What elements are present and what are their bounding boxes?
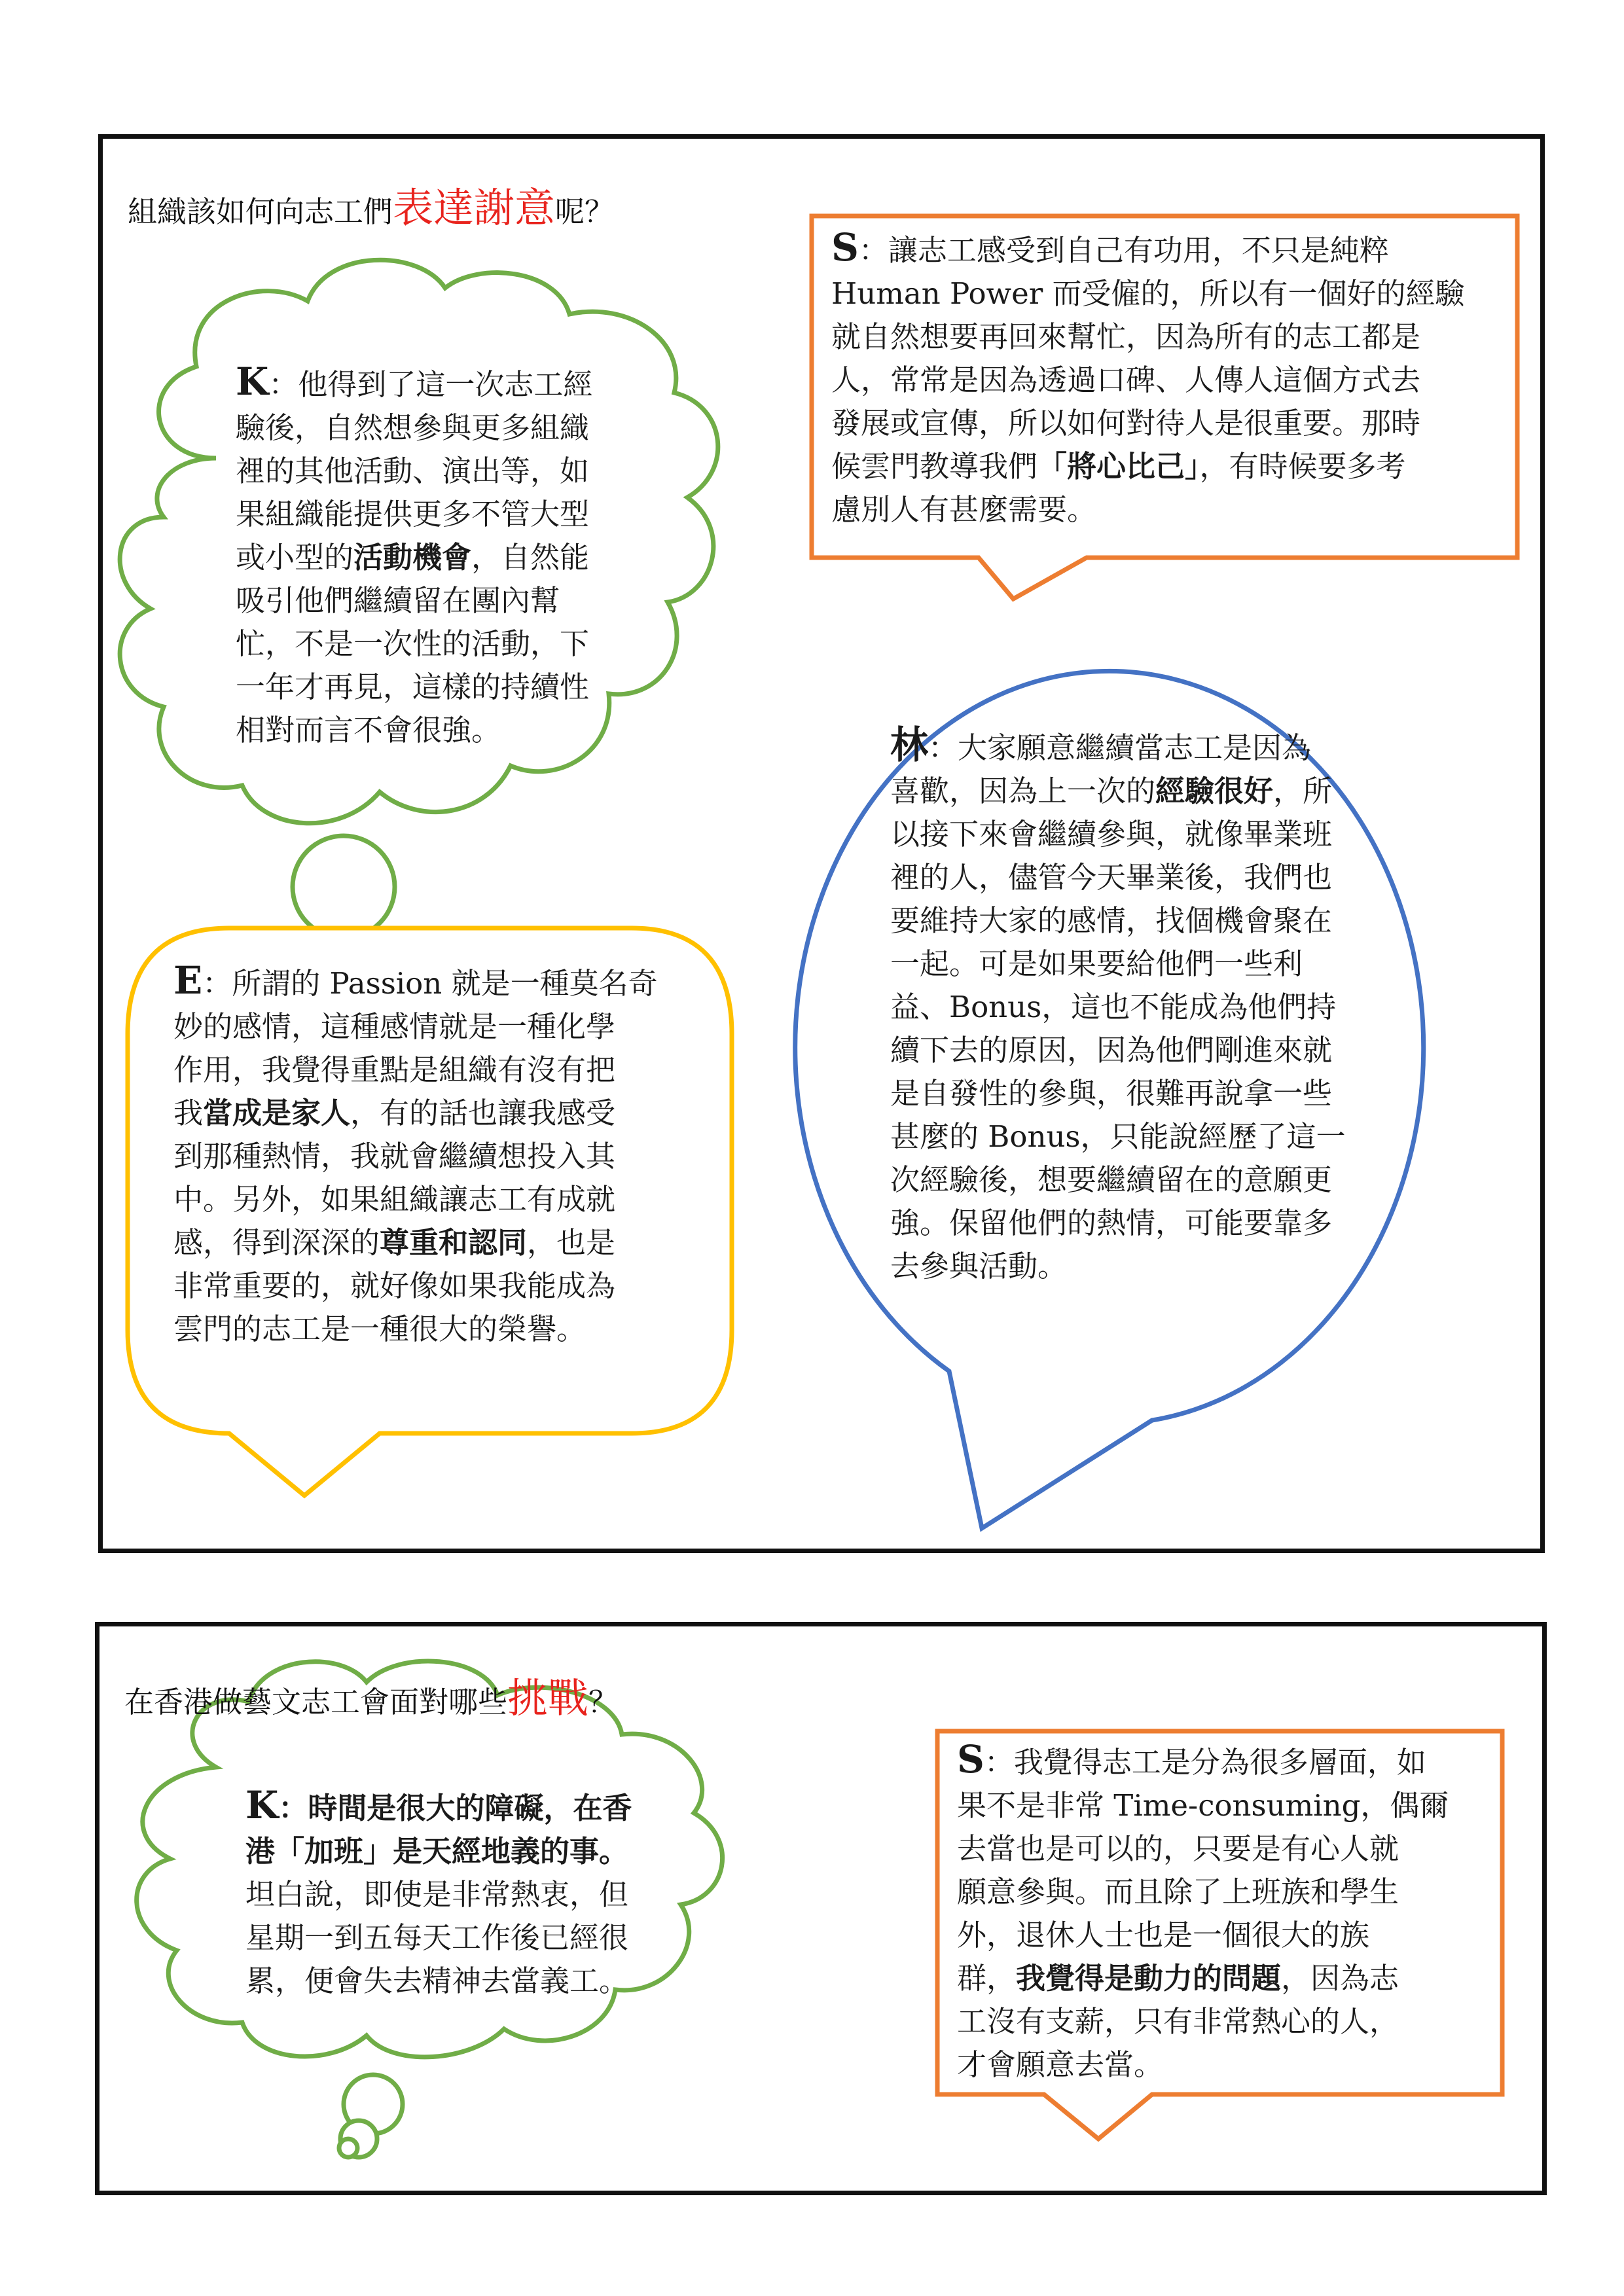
- emphasis: 「將心比己」: [1038, 449, 1200, 484]
- line: 吸引他們繼續留在團內幫: [236, 583, 560, 618]
- line: 雲門的志工是一種很大的榮譽。: [173, 1312, 586, 1346]
- speaker-k: K: [245, 1783, 279, 1827]
- bubble-s1-text: [831, 226, 1506, 531]
- line: 甚麼的 Bonus，只能說經歷了這一: [890, 1119, 1346, 1154]
- speaker-k: K: [236, 359, 269, 404]
- line: 去參與活動。: [890, 1249, 1068, 1283]
- line: 願意參與。而且除了上班族和學生: [957, 1874, 1399, 1909]
- speaker-lin: 林: [890, 723, 929, 767]
- line: 續下去的原因，因為他們剛進來就: [890, 1033, 1333, 1067]
- line: 人，常常是因為透過口碑、人傳人這個方式去: [831, 363, 1421, 397]
- bubble-k1-text: [236, 360, 641, 752]
- line: ：大家願意繼續當志工是因為: [928, 730, 1312, 765]
- question-suffix: 呢？: [555, 194, 615, 229]
- line: 以接下來會繼續參與，就像畢業班: [890, 817, 1333, 852]
- line: 才會願意去當。: [957, 2047, 1164, 2082]
- line: 裡的其他活動、演出等，如: [236, 454, 590, 488]
- line: 非常重要的，就好像如果我能成為: [173, 1268, 616, 1303]
- emphasis: 經驗很好: [1155, 774, 1274, 808]
- line: 我: [173, 1096, 204, 1130]
- line: 要維持大家的感情，找個機會聚在: [890, 903, 1333, 938]
- line: 外，退休人士也是一個很大的族: [957, 1918, 1370, 1952]
- line: 發展或宣傳，所以如何對待人是很重要。那時: [831, 406, 1421, 440]
- question-prefix: 在香港做藝文志工會面對哪些: [124, 1685, 508, 1719]
- line: 強。保留他們的熱情，可能要靠多: [890, 1206, 1333, 1240]
- line: ：我覺得志工是分為很多層面，如: [984, 1745, 1426, 1780]
- line: 是自發性的參與，很難再說拿一些: [890, 1076, 1333, 1111]
- line: 星期一到五每天工作後已經很: [245, 1920, 629, 1955]
- line: ，因為志: [1281, 1961, 1399, 1996]
- line: 裡的人，儘管今天畢業後，我們也: [890, 860, 1333, 895]
- line: 感，得到深深的: [173, 1225, 380, 1260]
- line: 果組織能提供更多不管大型: [236, 497, 590, 531]
- line: 作用，我覺得重點是組織有沒有把: [173, 1052, 616, 1087]
- emphasis: 尊重和認同: [380, 1225, 528, 1260]
- question-highlight: 挑戰: [507, 1674, 589, 1722]
- question-challenges: [124, 1666, 618, 1724]
- line: 就自然想要再回來幫忙，因為所有的志工都是: [831, 319, 1421, 354]
- line: 坦白說，即使是非常熱衷，但: [245, 1877, 629, 1912]
- line: 忙，不是一次性的活動，下: [236, 626, 590, 661]
- emphasis: 活動機會: [353, 540, 472, 575]
- line: 相對而言不會很強。: [236, 713, 501, 747]
- emphasis: 我覺得是動力的問題: [1016, 1961, 1282, 1996]
- emphasis: 當成是家人: [203, 1096, 351, 1130]
- emphasis: ：時間是很大的障礙，在香: [278, 1791, 632, 1825]
- speaker-s: S: [831, 225, 859, 270]
- line: 或小型的: [236, 540, 354, 575]
- line: ，也是: [527, 1225, 616, 1260]
- line: ，自然能: [471, 540, 590, 575]
- line: ，有時候要多考: [1199, 449, 1406, 484]
- line: 一起。可是如果要給他們一些利: [890, 946, 1303, 981]
- line: ：他得到了這一次志工經: [268, 367, 593, 402]
- bubble-e-text: [173, 959, 717, 1351]
- line: 次經驗後，想要繼續留在的意願更: [890, 1162, 1333, 1197]
- bubble-lin-text: [890, 723, 1434, 1288]
- question-highlight: 表達謝意: [393, 184, 556, 232]
- bubble-s2-text: [957, 1738, 1494, 2087]
- line: Human Power 而受僱的，所以有一個好的經驗: [831, 276, 1465, 311]
- line: ：所謂的 Passion 就是一種莫名奇: [202, 966, 658, 1001]
- line: ：讓志工感受到自己有功用，不只是純粹: [858, 233, 1389, 268]
- line: 去當也是可以的，只要是有心人就: [957, 1831, 1399, 1866]
- line: 累，便會失去精神去當義工。: [245, 1964, 629, 1998]
- line: ，有的話也讓我感受: [350, 1096, 616, 1130]
- question-suffix: ？: [588, 1685, 619, 1719]
- line: ，所: [1273, 774, 1333, 808]
- line: 益、Bonus，這也不能成為他們持: [890, 990, 1337, 1024]
- bubble-k2-text: [245, 1784, 691, 2003]
- line: 一年才再見，這樣的持續性: [236, 670, 590, 704]
- line: 驗後，自然想參與更多組織: [236, 410, 590, 445]
- question-prefix: 組織該如何向志工們: [128, 194, 393, 229]
- line: 喜歡，因為上一次的: [890, 774, 1156, 808]
- line: 慮別人有甚麼需要。: [831, 492, 1097, 527]
- line: 工沒有支薪，只有非常熱心的人，: [957, 2004, 1399, 2039]
- line: 中。另外，如果組織讓志工有成就: [173, 1182, 616, 1217]
- line: 群，: [957, 1961, 1017, 1996]
- line: 果不是非常 Time-consuming，偶爾: [957, 1788, 1449, 1823]
- emphasis: 港「加班」是天經地義的事。: [245, 1834, 629, 1869]
- speaker-e: E: [173, 958, 203, 1003]
- speaker-s: S: [957, 1737, 984, 1782]
- line: 到那種熱情，我就會繼續想投入其: [173, 1139, 616, 1174]
- line: 候雲門教導我們: [831, 449, 1038, 484]
- question-thanks: [128, 175, 614, 234]
- line: 妙的感情，這種感情就是一種化學: [173, 1009, 616, 1044]
